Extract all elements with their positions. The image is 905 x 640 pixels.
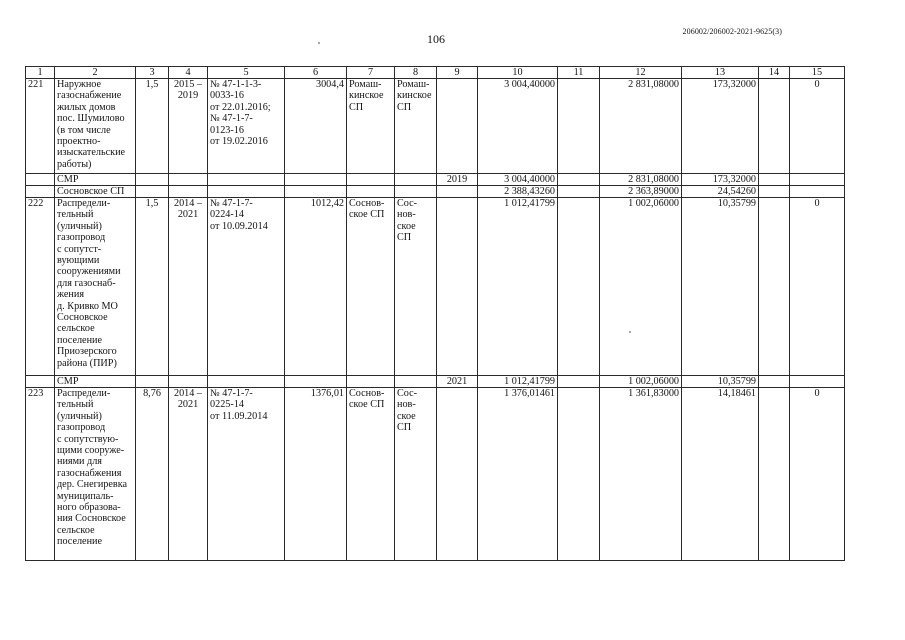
- object-name-cell-line: поселение: [57, 334, 102, 346]
- developer-cell-line: нов-: [397, 399, 416, 411]
- empty-cell: [208, 186, 285, 198]
- year-cell: [437, 79, 478, 174]
- empty-cell: [790, 376, 845, 388]
- empty-cell: [169, 174, 208, 186]
- developer-cell-line: Сос-: [397, 198, 418, 209]
- subrow-funding-cell: 2 831,08000: [600, 174, 682, 186]
- empty-cell: [26, 174, 55, 186]
- period-cell-line: 2019: [177, 90, 199, 102]
- subrow-label-cell: СМР: [55, 174, 136, 186]
- developer-cell-line: СП: [397, 422, 412, 434]
- object-name-cell-line: тельный: [57, 399, 94, 411]
- object-name-cell-line: Распредели-: [57, 198, 111, 209]
- capacity-cell: 3004,4: [285, 79, 347, 174]
- object-name-cell-line: с сопутст-: [57, 243, 102, 255]
- column-number-cell: 4: [169, 67, 208, 79]
- customer-cell-line: Ромаш-: [349, 79, 382, 90]
- empty-cell: [395, 186, 437, 198]
- developer-cell-line: ское: [397, 220, 416, 232]
- col15-cell: 0: [790, 198, 845, 376]
- customer-cell-line: ское СП: [349, 399, 385, 411]
- object-name-cell: [55, 79, 136, 174]
- funding-cell: 1 361,83000: [600, 388, 682, 561]
- object-name-cell-line: жения: [57, 289, 85, 301]
- year-cell: [437, 198, 478, 376]
- empty-cell: [26, 376, 55, 388]
- developer-cell-line: СП: [397, 232, 412, 244]
- object-name-cell-line: ного образова-: [57, 502, 121, 514]
- object-name-cell-line: тельный: [57, 209, 94, 221]
- developer-cell-line: кинское: [397, 90, 432, 102]
- customer-cell-line: Соснов-: [349, 198, 385, 209]
- col11-cell: [558, 388, 600, 561]
- period-cell: [169, 79, 208, 174]
- object-name-cell-line: сельское: [57, 323, 95, 335]
- length-cell: 8,76: [136, 388, 169, 561]
- column-number-cell: 7: [347, 67, 395, 79]
- col14-cell: [759, 198, 790, 376]
- permit-cell-line: 0033-16: [210, 90, 244, 102]
- cofinancing-cell: 173,32000: [682, 79, 759, 174]
- object-name-cell-line: газопровод: [57, 232, 106, 244]
- object-name-cell-line: Сосновское: [57, 312, 108, 324]
- col11-cell: [558, 198, 600, 376]
- column-number-cell: 1: [26, 67, 55, 79]
- subrow-total-cost-cell: 3 004,40000: [478, 174, 558, 186]
- period-cell: [169, 198, 208, 376]
- object-name-cell-line: сооружениями: [57, 266, 121, 278]
- subrow-year-cell: [437, 186, 478, 198]
- capacity-cell: 1012,42: [285, 198, 347, 376]
- empty-cell: [208, 174, 285, 186]
- column-number-cell: 8: [395, 67, 437, 79]
- col11-cell: [558, 79, 600, 174]
- column-number-cell: 14: [759, 67, 790, 79]
- permit-cell-line: № 47-1-7-: [210, 113, 253, 125]
- permit-cell-line: 0224-14: [210, 209, 244, 221]
- cofinancing-cell: 14,18461: [682, 388, 759, 561]
- customer-cell-line: СП: [349, 101, 364, 113]
- permit-cell-line: от 19.02.2016: [210, 136, 268, 148]
- customer-cell: [347, 388, 395, 561]
- subrow-cofinancing-cell: 173,32000: [682, 174, 759, 186]
- object-name-cell-line: муниципаль-: [57, 490, 114, 502]
- developer-cell: [395, 198, 437, 376]
- col14-cell: [759, 79, 790, 174]
- column-number-cell: 3: [136, 67, 169, 79]
- empty-cell: [759, 376, 790, 388]
- object-name-cell-line: газоснабжения: [57, 467, 122, 479]
- object-name-cell-line: газоснабжение: [57, 90, 122, 102]
- cofinancing-cell: 10,35799: [682, 198, 759, 376]
- object-name-cell-line: Распредели-: [57, 388, 111, 399]
- table-row: [26, 388, 845, 561]
- developer-cell: [395, 79, 437, 174]
- subrow-label-cell: СМР: [55, 376, 136, 388]
- empty-cell: [347, 174, 395, 186]
- period-cell-line: 2021: [177, 399, 199, 411]
- object-name-cell-line: с сопутствую-: [57, 433, 119, 445]
- customer-cell-line: Соснов-: [349, 388, 385, 399]
- row-number-cell: 223: [26, 388, 55, 561]
- developer-cell-line: нов-: [397, 209, 416, 221]
- period-cell-line: 2015 –: [173, 79, 202, 90]
- length-cell: 1,5: [136, 198, 169, 376]
- subrow-label-cell: Сосновское СП: [55, 186, 136, 198]
- subrow-cofinancing-cell: 24,54260: [682, 186, 759, 198]
- empty-cell: [169, 186, 208, 198]
- object-name-cell-line: пос. Шумилово: [57, 113, 125, 125]
- permit-cell-line: от 11.09.2014: [210, 410, 268, 422]
- empty-cell: [790, 186, 845, 198]
- developer-cell-line: СП: [397, 101, 412, 113]
- register-table: [25, 66, 845, 561]
- empty-cell: [759, 186, 790, 198]
- period-cell-line: 2014 –: [173, 198, 202, 209]
- object-name-cell-line: Приозерского: [57, 346, 117, 358]
- scan-speck: [318, 42, 320, 44]
- document-code: 206002/206002-2021-9625(3): [682, 27, 782, 36]
- permit-cell: [208, 388, 285, 561]
- funding-cell: 1 002,06000: [600, 198, 682, 376]
- object-name-cell-line: района (ПИР): [57, 357, 117, 369]
- subrow-funding-cell: 1 002,06000: [600, 376, 682, 388]
- empty-cell: [136, 174, 169, 186]
- table-row: [26, 79, 845, 174]
- permit-cell-line: № 47-1-7-: [210, 388, 253, 399]
- object-name-cell-line: проектно-: [57, 136, 101, 148]
- customer-cell: [347, 198, 395, 376]
- object-name-cell-line: сельское: [57, 524, 95, 536]
- empty-cell: [285, 174, 347, 186]
- empty-cell: [558, 376, 600, 388]
- developer-cell-line: Ромаш-: [397, 79, 430, 90]
- subrow-funding-cell: 2 363,89000: [600, 186, 682, 198]
- permit-cell: [208, 198, 285, 376]
- period-cell-line: 2021: [177, 209, 199, 221]
- empty-cell: [395, 174, 437, 186]
- permit-cell-line: 0123-16: [210, 124, 244, 136]
- subrow-total-cost-cell: 1 012,41799: [478, 376, 558, 388]
- object-name-cell-line: жилых домов: [57, 101, 116, 113]
- column-number-cell: 2: [55, 67, 136, 79]
- customer-cell: [347, 79, 395, 174]
- period-cell-line: 2014 –: [173, 388, 202, 399]
- column-number-cell: 11: [558, 67, 600, 79]
- empty-cell: [759, 174, 790, 186]
- empty-cell: [558, 186, 600, 198]
- object-name-cell-line: (в том числе: [57, 124, 111, 136]
- empty-cell: [395, 376, 437, 388]
- permit-cell-line: № 47-1-1-3-: [210, 79, 262, 90]
- empty-cell: [169, 376, 208, 388]
- table-subrow: [26, 174, 845, 186]
- permit-cell-line: от 10.09.2014: [210, 220, 268, 232]
- table-row: [26, 198, 845, 376]
- empty-cell: [136, 186, 169, 198]
- empty-cell: [285, 376, 347, 388]
- length-cell: 1,5: [136, 79, 169, 174]
- column-number-cell: 9: [437, 67, 478, 79]
- column-number-cell: 12: [600, 67, 682, 79]
- object-name-cell-line: ниями для: [57, 456, 102, 468]
- total-cost-cell: 1 012,41799: [478, 198, 558, 376]
- permit-cell-line: № 47-1-7-: [210, 198, 253, 209]
- table-subrow: [26, 186, 845, 198]
- row-number-cell: 222: [26, 198, 55, 376]
- empty-cell: [347, 186, 395, 198]
- object-name-cell-line: щими сооруже-: [57, 445, 125, 457]
- empty-cell: [26, 186, 55, 198]
- subrow-year-cell: 2019: [437, 174, 478, 186]
- object-name-cell: [55, 198, 136, 376]
- column-number-cell: 6: [285, 67, 347, 79]
- total-cost-cell: 1 376,01461: [478, 388, 558, 561]
- period-cell: [169, 388, 208, 561]
- developer-cell-line: Сос-: [397, 388, 418, 399]
- object-name-cell-line: работы): [57, 158, 92, 170]
- object-name-cell-line: для газоснаб-: [57, 277, 116, 289]
- object-name-cell-line: вующими: [57, 255, 100, 267]
- object-name-cell: [55, 388, 136, 561]
- total-cost-cell: 3 004,40000: [478, 79, 558, 174]
- permit-cell: [208, 79, 285, 174]
- column-number-cell: 5: [208, 67, 285, 79]
- developer-cell: [395, 388, 437, 561]
- object-name-cell-line: изыскательские: [57, 147, 126, 159]
- capacity-cell: 1376,01: [285, 388, 347, 561]
- empty-cell: [347, 376, 395, 388]
- column-number-cell: 10: [478, 67, 558, 79]
- empty-cell: [790, 174, 845, 186]
- row-number-cell: 221: [26, 79, 55, 174]
- col15-cell: 0: [790, 79, 845, 174]
- column-number-row: [26, 67, 845, 79]
- column-number-cell: 15: [790, 67, 845, 79]
- empty-cell: [558, 174, 600, 186]
- object-name-cell-line: дер. Снегиревка: [57, 479, 128, 491]
- object-name-cell-line: (уличный): [57, 410, 102, 422]
- customer-cell-line: ское СП: [349, 209, 385, 221]
- col14-cell: [759, 388, 790, 561]
- year-cell: [437, 388, 478, 561]
- subrow-cofinancing-cell: 10,35799: [682, 376, 759, 388]
- table-subrow: [26, 376, 845, 388]
- empty-cell: [208, 376, 285, 388]
- register-table-body: [26, 67, 845, 561]
- object-name-cell-line: ния Сосновское: [57, 513, 126, 525]
- object-name-cell-line: Наружное: [57, 79, 102, 90]
- page-number: 106: [427, 32, 445, 46]
- funding-cell: 2 831,08000: [600, 79, 682, 174]
- subrow-year-cell: 2021: [437, 376, 478, 388]
- permit-cell-line: от 22.01.2016;: [210, 101, 271, 113]
- developer-cell-line: ское: [397, 410, 416, 422]
- empty-cell: [285, 186, 347, 198]
- empty-cell: [136, 376, 169, 388]
- col15-cell: 0: [790, 388, 845, 561]
- object-name-cell-line: (уличный): [57, 220, 102, 232]
- column-number-cell: 13: [682, 67, 759, 79]
- permit-cell-line: 0225-14: [210, 399, 244, 411]
- object-name-cell-line: поселение: [57, 536, 102, 548]
- object-name-cell-line: д. Кривко МО: [57, 300, 118, 312]
- object-name-cell-line: газопровод: [57, 422, 106, 434]
- subrow-total-cost-cell: 2 388,43260: [478, 186, 558, 198]
- customer-cell-line: кинское: [349, 90, 384, 102]
